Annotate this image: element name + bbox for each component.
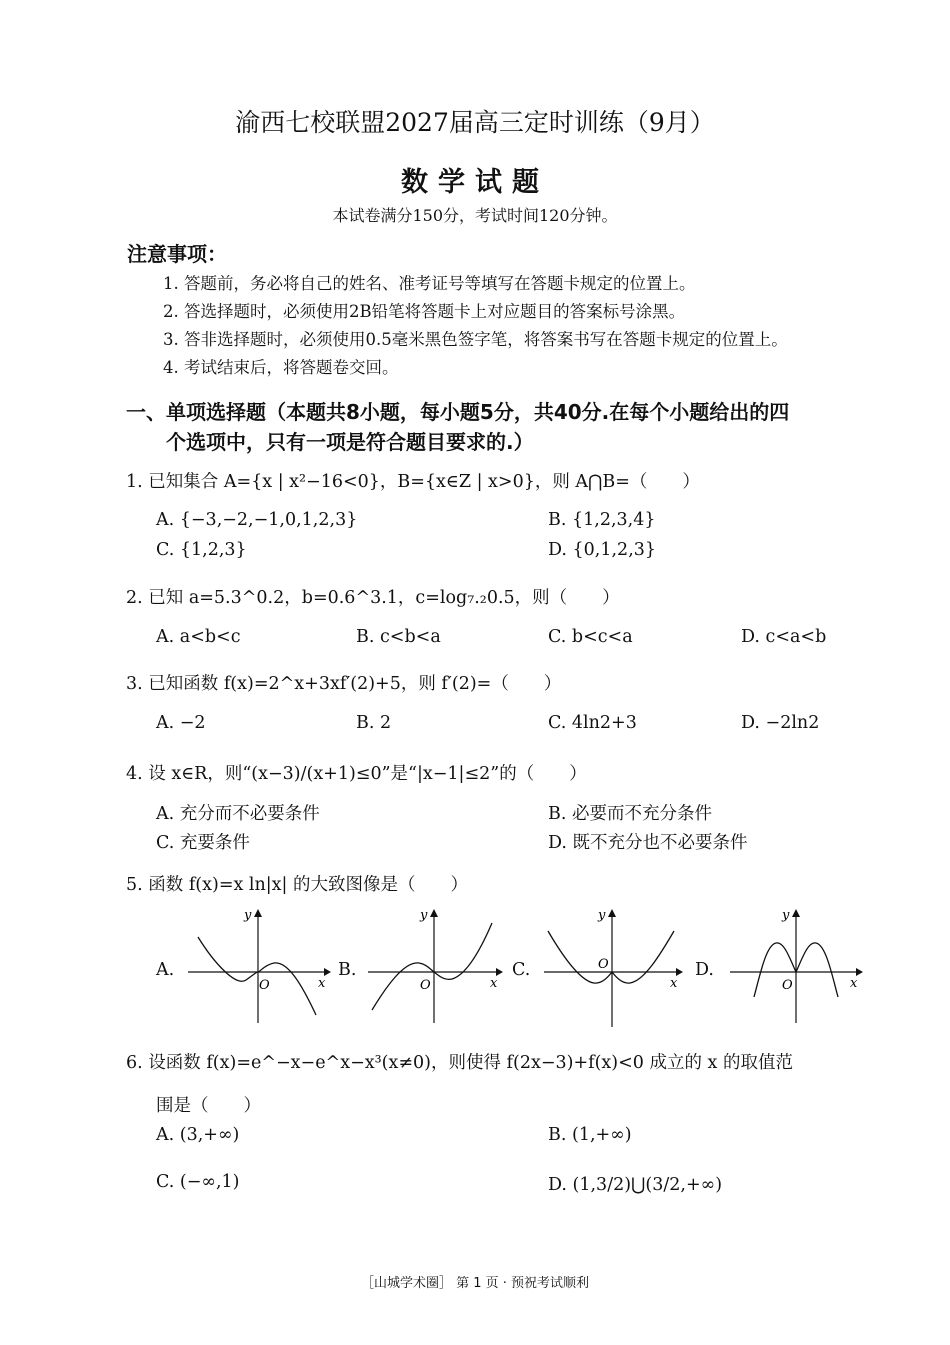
graph-c-x-label: x [670,976,678,991]
question-1-stem: 1. 已知集合 A={x | x²−16<0}，B={x∈Z | x>0}，则 A⋂B=（ ） [126,472,700,492]
question-5-label-c: C. [512,960,531,980]
notice-item: 2. 答选择题时，必须使用2B铅笔将答题卡上对应题目的答案标号涂黑。 [163,302,686,321]
graph-b-origin: O [420,978,431,993]
graph-c-y-label: y [598,908,606,923]
question-1-option-a: A. {−3,−2,−1,0,1,2,3} [156,510,358,530]
question-3-option-c: C. 4ln2+3 [548,713,637,733]
question-4-option-a: A. 充分而不必要条件 [156,804,320,824]
exam-info: 本试卷满分150分，考试时间120分钟。 [332,206,618,225]
question-6-option-d: D. (1,3/2)⋃(3/2,+∞) [548,1175,723,1195]
question-3-option-a: A. −2 [156,713,206,733]
graph-c-origin: O [598,957,609,972]
question-3-stem: 3. 已知函数 f(x)=2^x+3xf′(2)+5，则 f′(2)=（ ） [126,674,562,694]
subject-title: 数学试题 [401,167,549,198]
graph-a-origin: O [259,978,270,993]
question-1-option-d: D. {0,1,2,3} [548,540,657,560]
graph-a-x-label: x [318,976,326,991]
question-5-label-d: D. [695,960,714,980]
notice-heading: 注意事项： [127,242,227,266]
graph-a [184,905,334,1025]
graph-a-y-label: y [244,908,252,923]
question-2-option-a: A. a<b<c [156,627,241,647]
question-2-stem: 2. 已知 a=5.3^0.2，b=0.6^3.1，c=log₇.₂0.5，则（ ） [126,588,620,608]
question-4-option-c: C. 充要条件 [156,833,250,853]
page-footer: ［山城学术圈］ 第 1 页 · 预祝考试顺利 [360,1276,590,1291]
question-3-option-d: D. −2ln2 [741,713,820,733]
question-6-stem: 6. 设函数 f(x)=e^−x−e^x−x³(x≠0)，则使得 f(2x−3)+f(x)<0 成立的 x 的取值范 [126,1053,793,1073]
question-2-option-c: C. b<c<a [548,627,633,647]
question-6-option-a: A. (3,+∞) [156,1125,240,1145]
question-2-option-d: D. c<a<b [741,627,827,647]
question-6-option-c: C. (−∞,1) [156,1172,240,1192]
question-4-stem: 4. 设 x∈R，则“(x−3)/(x+1)≤0”是“|x−1|≤2”的（ ） [126,764,587,784]
question-4-option-b: B. 必要而不充分条件 [548,804,712,824]
graph-d-origin: O [782,978,793,993]
question-5-stem: 5. 函数 f(x)=x ln|x| 的大致图像是（ ） [126,875,469,895]
question-4-option-d: D. 既不充分也不必要条件 [548,833,748,853]
graph-c [540,905,690,1030]
question-1-option-b: B. {1,2,3,4} [548,510,656,530]
notice-item: 4. 考试结束后，将答题卷交回。 [163,358,399,377]
question-5-label-b: B. [338,960,357,980]
graph-b [364,905,509,1025]
question-1-option-c: C. {1,2,3} [156,540,247,560]
exam-title: 渝西七校联盟2027届高三定时训练（9月） [235,108,715,137]
question-6-option-b: B. (1,+∞) [548,1125,632,1145]
graph-d-x-label: x [850,976,858,991]
graph-d-y-label: y [782,908,790,923]
section-heading-cont: 个选项中，只有一项是符合题目要求的.） [166,430,534,454]
notice-item: 3. 答非选择题时，必须使用0.5毫米黑色签字笔，将答案书写在答题卡规定的位置上。 [163,330,788,349]
graph-b-x-label: x [490,976,498,991]
notice-item: 1. 答题前，务必将自己的姓名、准考证号等填写在答题卡规定的位置上。 [163,274,696,293]
graph-d [726,905,871,1025]
question-5-label-a: A. [156,960,175,980]
section-heading: 一、单项选择题（本题共8小题，每小题5分，共40分.在每个小题给出的四 [126,400,790,424]
graph-b-y-label: y [420,908,428,923]
question-2-option-b: B. c<b<a [356,627,441,647]
question-6-stem-cont: 围是（ ） [156,1096,261,1116]
question-3-option-b: B. 2 [356,713,392,733]
